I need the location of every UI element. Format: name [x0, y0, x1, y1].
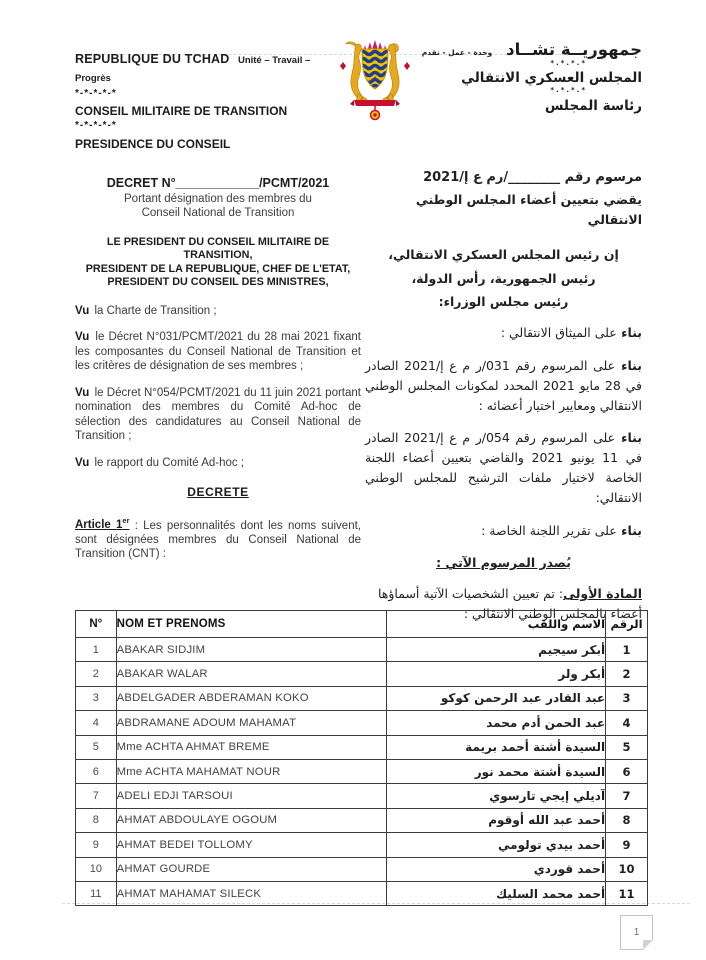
members-table-body	[76, 638, 648, 906]
table-row	[76, 735, 648, 759]
members-table	[75, 610, 648, 906]
member-name-ar: أبكر سيجيم	[387, 638, 606, 662]
row-number-fr: 7	[76, 784, 117, 808]
binaa-clause: بناء على المرسوم رقم 054/ر م ع إ/2021 الصادر في 11 يونيو 2021 والقاضي بتعيين أعضاء اللجنة الخاصة لاختيار ملفات الترشيح للمجلس الوطني الانتقالي:	[365, 430, 643, 506]
member-name-ar: أحمد عبد الله أوقوم	[387, 808, 606, 832]
member-name-fr: AHMAT GOURDE	[116, 857, 387, 881]
row-number-fr: 3	[76, 686, 117, 710]
row-number-ar: 11	[606, 881, 648, 905]
issue-decree-heading-ar: يُصدر المرسوم الآتي :	[436, 555, 571, 571]
row-number-ar: 3	[606, 686, 648, 710]
council-title-fr: CONSEIL MILITAIRE DE TRANSITION	[75, 104, 288, 118]
row-number-ar: 10	[606, 857, 648, 881]
member-name-ar: السيدة أشتة محمد نور	[387, 759, 606, 783]
member-name-ar: أحمد قوردي	[387, 857, 606, 881]
col-header-num-ar: الرقم	[606, 611, 648, 638]
row-number-fr: 8	[76, 808, 117, 832]
row-number-fr: 9	[76, 833, 117, 857]
republic-title-line	[75, 50, 347, 86]
separator-stars: *.*.*.*	[550, 59, 587, 67]
member-name-fr: Mme ACHTA AHMAT BREME	[116, 735, 387, 759]
decrete-heading: DECRETE	[187, 485, 249, 499]
vu-clause: Vu le rapport du Comité Ad-hoc ;	[75, 456, 245, 469]
decree-authority-ar: إن رئيس المجلس العسكري الانتقالي، رئيس الجمهورية، رأس الدولة، رئيس مجلس الوزراء:	[388, 246, 619, 310]
presidency-title-fr: PRESIDENCE DU CONSEIL	[75, 137, 231, 151]
table-row	[76, 638, 648, 662]
binaa-clause: بناء على الميثاق الانتقالي :	[500, 325, 642, 341]
council-title-ar: المجلس العسكري الانتقالي	[461, 70, 642, 86]
vu-clause: Vu le Décret N°031/PCMT/2021 du 28 mai 2021 fixant les composantes du Conseil National de Transition et les critères de désignation de ses membres ;	[75, 331, 361, 372]
row-number-ar: 2	[606, 662, 648, 686]
presidency-title-ar: رئاسة المجلس	[544, 98, 642, 114]
member-name-fr: ADELI EDJI TARSOUI	[116, 784, 387, 808]
decree-body-arabic	[365, 168, 642, 637]
member-name-ar: أبكر ولر	[387, 662, 606, 686]
member-name-fr: AHMAT ABDOULAYE OGOUM	[116, 808, 387, 832]
member-name-ar: أحمد محمد السليك	[387, 881, 606, 905]
row-number-ar: 6	[606, 759, 648, 783]
separator-stars: *.*.*.*	[550, 86, 587, 94]
republic-motto: Unité – Travail – Progrès	[75, 55, 311, 84]
row-number-ar: 9	[606, 833, 648, 857]
member-name-ar: آديلي إيجي تارسوي	[387, 784, 606, 808]
table-row	[76, 833, 648, 857]
col-header-name-ar: الاسم واللقب	[387, 611, 606, 638]
row-number-fr: 4	[76, 711, 117, 735]
member-name-fr: ABAKAR WALAR	[116, 662, 387, 686]
separator-stars: *-*-*-*-*	[75, 120, 117, 131]
member-name-fr: ABDELGADER ABDERAMAN KOKO	[116, 686, 387, 710]
binaa-clause: بناء على المرسوم رقم 031/ر م ع إ/2021 الصادر في 28 مايو 2021 المحدد لمكونات المجلس الوطني الانتقالي ومعايير اختيار أعضائه :	[365, 357, 642, 413]
row-number-ar: 8	[606, 808, 648, 832]
decree-number-ar: مرسوم رقم ________/رم ع إ/2021	[423, 170, 642, 185]
table-row	[76, 662, 648, 686]
member-name-fr: ABAKAR SIDJIM	[116, 638, 387, 662]
member-name-ar: عبد القادر عبد الرحمن كوكو	[387, 686, 606, 710]
row-number-fr: 5	[76, 735, 117, 759]
row-number-fr: 6	[76, 759, 117, 783]
col-header-num-fr: N°	[76, 611, 117, 638]
row-number-fr: 10	[76, 857, 117, 881]
row-number-ar: 4	[606, 711, 648, 735]
header-french	[75, 50, 347, 151]
table-row	[76, 784, 648, 808]
member-name-fr: AHMAT MAHAMAT SILECK	[116, 881, 387, 905]
decree-subject-ar: يقضي بتعيين أعضاء المجلس الوطني الانتقالي	[415, 191, 642, 227]
republic-title: REPUBLIQUE DU TCHAD	[75, 52, 230, 66]
row-number-fr: 1	[76, 638, 117, 662]
republic-motto-ar: وحدة - عمل - تقدم	[421, 48, 493, 57]
separator-stars: *-*-*-*-*	[75, 88, 117, 99]
table-row	[76, 686, 648, 710]
table-row	[76, 808, 648, 832]
member-name-fr: AHMAT BEDEI TOLLOMY	[116, 833, 387, 857]
vu-clause: Vu le Décret N°054/PCMT/2021 du 11 juin 2021 portant nomination des membres du Comité Ad-hoc de sélection des candidatures au Conseil National de Transition ;	[75, 386, 361, 442]
row-number-fr: 11	[76, 881, 117, 905]
vu-clause: Vu la Charte de Transition ;	[75, 304, 217, 317]
table-row	[76, 759, 648, 783]
decree-number-fr: DECRET N°____________/PCMT/2021	[106, 176, 330, 190]
decree-subject-fr: Portant désignation des membres du Conseil National de Transition	[124, 192, 312, 219]
table-row	[76, 711, 648, 735]
binaa-clause: بناء على تقرير اللجنة الخاصة :	[481, 522, 642, 538]
member-name-fr: ABDRAMANE ADOUM MAHAMAT	[116, 711, 387, 735]
table-header-row	[76, 611, 648, 638]
member-name-fr: Mme ACHTA MAHAMAT NOUR	[116, 759, 387, 783]
member-name-ar: أحمد بيدي تولومي	[387, 833, 606, 857]
col-header-name-fr: NOM ET PRENOMS	[116, 611, 387, 638]
decree-body-french	[75, 176, 361, 573]
scan-artifact-line-bottom	[62, 903, 690, 904]
republic-title-ar: جمهوريــة تشــاد	[506, 40, 642, 59]
row-number-ar: 5	[606, 735, 648, 759]
decree-authority-fr: LE PRESIDENT DU CONSEIL MILITAIRE DE TRANSITION, PRESIDENT DE LA REPUBLIQUE, CHEF DE L'ETAT, PRESIDENT DU CONSEIL DES MINISTRES,	[85, 235, 351, 288]
page-number-badge	[620, 915, 653, 950]
member-name-ar: عبد الحمن أدم محمد	[387, 711, 606, 735]
page-number: 1	[633, 927, 640, 938]
article-1-fr: Article 1er : Les personnalités dont les noms suivent, sont désignées membres du Conseil National de Transition (CNT) :	[75, 516, 361, 561]
row-number-ar: 1	[606, 638, 648, 662]
table-row	[76, 857, 648, 881]
row-number-fr: 2	[76, 662, 117, 686]
member-name-ar: السيدة أشتة أحمد بريمة	[387, 735, 606, 759]
article-1-ar: المادة الأولى: تم تعيين الشخصيات الآتية أسماؤها أعضاء بالمجلس الوطني الانتقالي :	[377, 586, 642, 622]
republic-title-line-ar	[377, 40, 642, 59]
row-number-ar: 7	[606, 784, 648, 808]
header-arabic	[377, 40, 642, 114]
